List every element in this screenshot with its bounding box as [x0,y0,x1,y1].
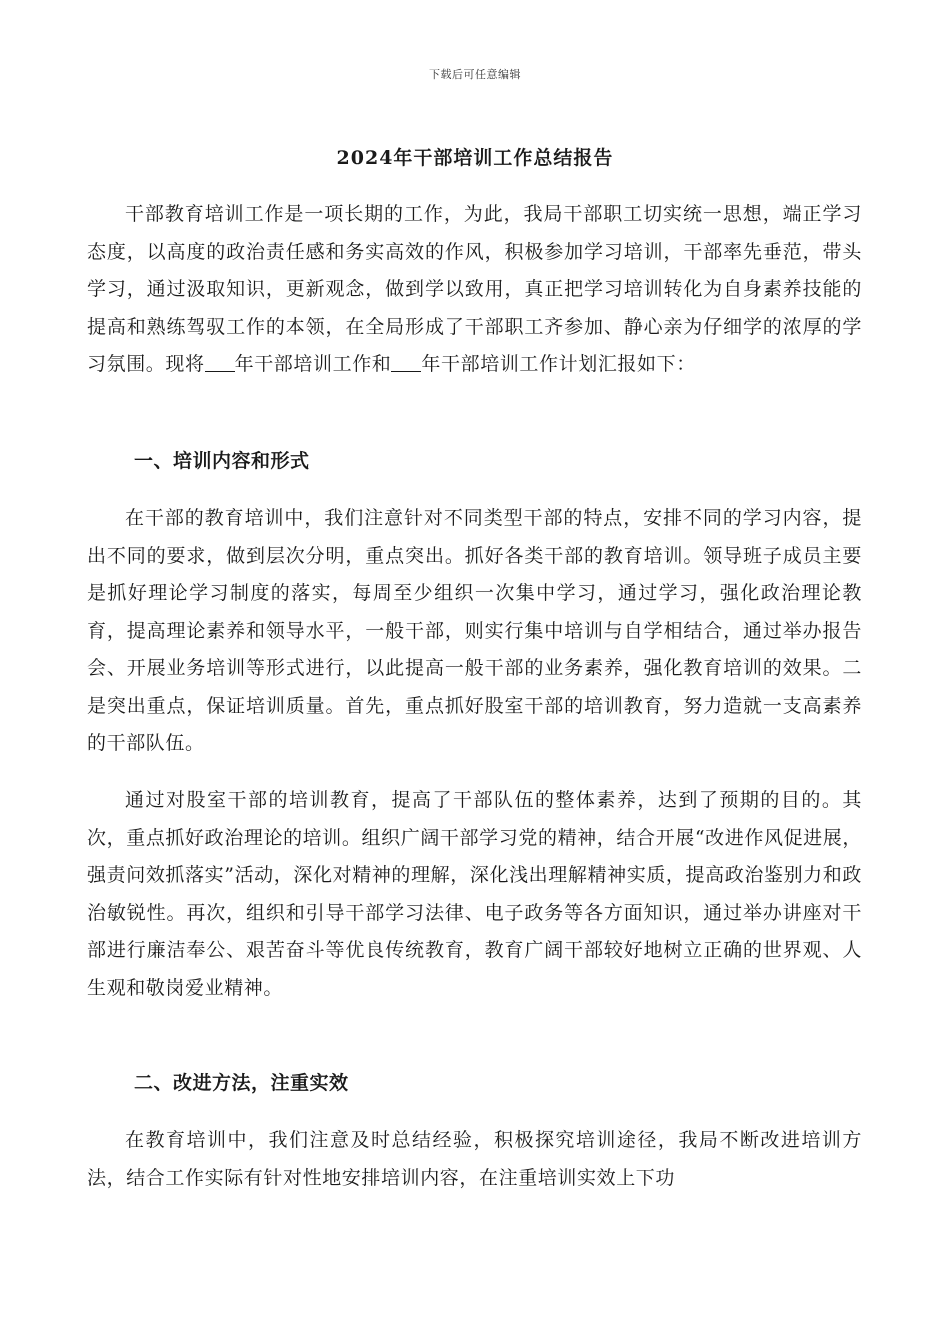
document-title: 2024年干部培训工作总结报告 [336,147,614,169]
section2-paragraph-1: 在教育培训中，我们注意及时总结经验，积极探究培训途径，我局不断改进培训方法，结合工作实际有针对性地安排培训内容，在注重培训实效上下功 [87,1129,862,1189]
intro-text-part1: 干部教育培训工作是一项长期的工作，为此，我局干部职工切实统一思想，端正学习态度，以高度的政治责任感和务实高效的作风，积极参加学习培训，干部率先垂范，带头学习，通过汲取知识，更新观念，做到学以致用，真正把学习培训转化为自身素养技能的提高和熟练驾驭工作的本领，在全局形成了干部职工齐参加、静心亲为仔细学的浓厚的学习氛围。现将 [87,203,862,375]
intro-paragraph [87,196,862,384]
section1-paragraph-2: 通过对股室干部的培训教育，提高了干部队伍的整体素养，达到了预期的目的。其次，重点抓好政治理论的培训。组织广阔干部学习党的精神，结合开展“改进作风促进展，强责问效抓落实”活动，深化对精神的理解，深化浅出理解精神实质，提高政治鉴别力和政治敏锐性。再次，组织和引导干部学习法律、电子政务等各方面知识，通过举办讲座对干部进行廉洁奉公、艰苦奋斗等优良传统教育，教育广阔干部较好地树立正确的世界观、人生观和敬岗爱业精神。 [87,789,862,999]
intro-text-part2: 年干部培训工作和 [234,353,392,375]
intro-text-part3: 年干部培训工作计划汇报如下： [421,353,696,375]
section1-paragraph-1: 在干部的教育培训中，我们注意针对不同类型干部的特点，安排不同的学习内容，提出不同的要求，做到层次分明，重点突出。抓好各类干部的教育培训。领导班子成员主要是抓好理论学习制度的落实，每周至少组织一次集中学习，通过学习，强化政治理论教育，提高理论素养和领导水平，一般干部，则实行集中培训与自学相结合，通过举办报告会、开展业务培训等形式进行，以此提高一般干部的业务素养，强化教育培训的效果。二是突出重点，保证培训质量。首先，重点抓好股室干部的培训教育，努力造就一支高素养的干部队伍。 [87,507,862,754]
section-heading-2: 二、改进方法，注重实效 [134,1072,349,1094]
year-blank [391,352,421,372]
year-blank [205,352,235,372]
header-note: 下载后可任意编辑 [429,68,521,81]
section-heading-1: 一、培训内容和形式 [134,450,310,472]
